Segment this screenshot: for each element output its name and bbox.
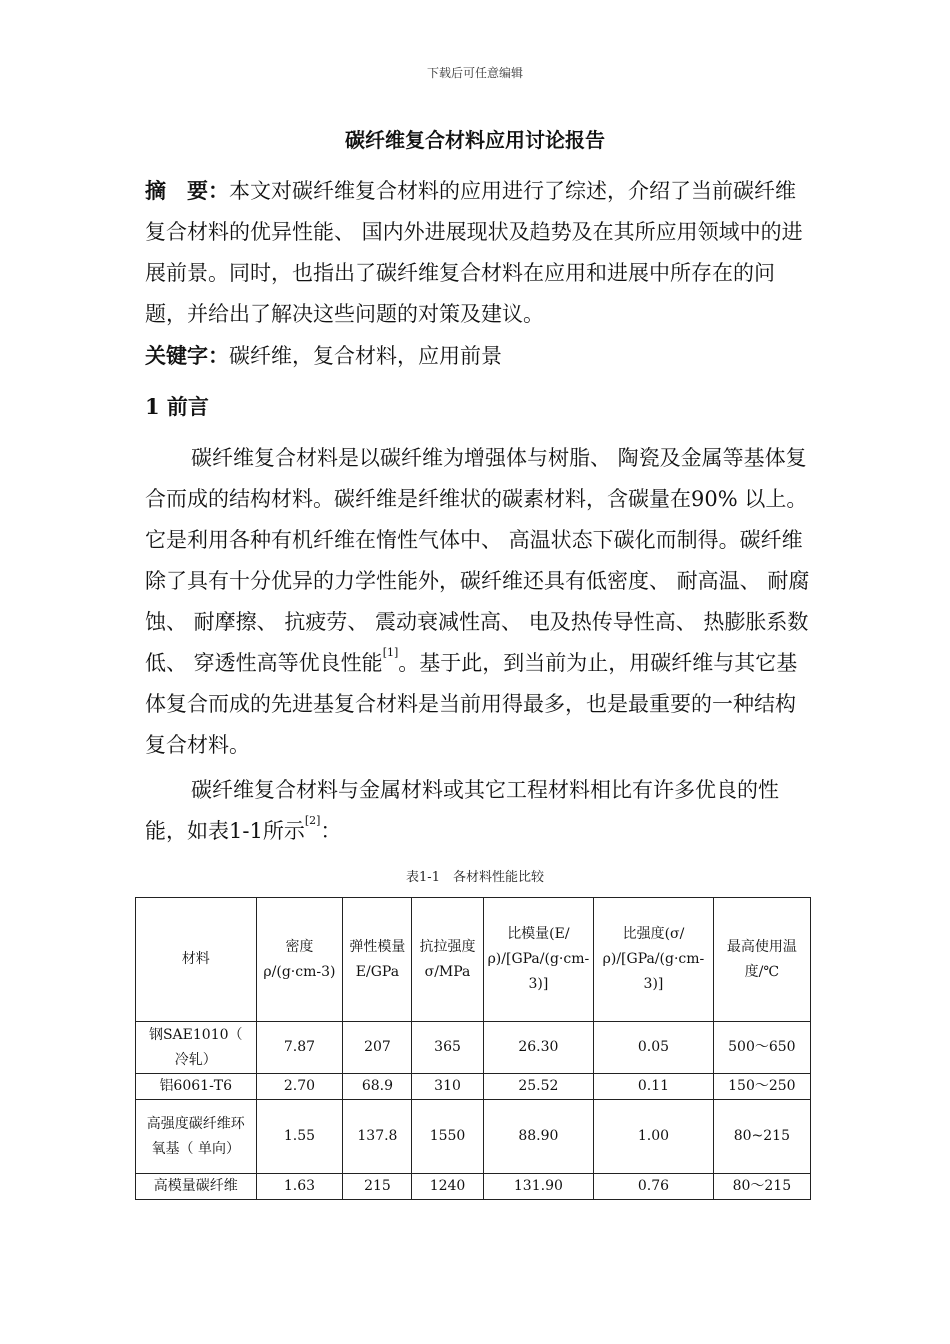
table-row: [136, 1022, 811, 1074]
table-cell: 310: [412, 1074, 483, 1100]
table-row: [136, 1100, 811, 1174]
table-cell: 钢SAE1010（ 冷轧）: [136, 1022, 257, 1074]
table-header-cell: 最高使用温度/℃: [713, 898, 810, 1022]
table-caption: 表1-1 各材料性能比较: [406, 870, 544, 885]
table-cell: 0.76: [594, 1174, 714, 1200]
table-cell: 1.00: [594, 1100, 714, 1174]
report-title: 碳纤维复合材料应用讨论报告: [345, 128, 605, 152]
table-header-cell: 密度ρ/(g·cm-3): [256, 898, 343, 1022]
table-header-row: [136, 898, 811, 1022]
table-cell: 25.52: [483, 1074, 594, 1100]
table-header-cell: 抗拉强度σ/MPa: [412, 898, 483, 1022]
table-cell: 131.90: [483, 1174, 594, 1200]
table-row: [136, 1174, 811, 1200]
table-cell: 高强度碳纤维环氧基（ 单向）: [136, 1100, 257, 1174]
paragraph-intro-text-b: 。基于此，到当前为止，用碳纤维与其它基体复合而成的先进基复合材料是当前用得最多，也是最重要的一种结构复合材料。: [145, 651, 798, 757]
table-cell: 365: [412, 1022, 483, 1074]
abstract-label: 摘 要：: [145, 178, 229, 203]
table-cell: 137.8: [343, 1100, 412, 1174]
table-cell: 1550: [412, 1100, 483, 1174]
table-cell: 1.55: [256, 1100, 343, 1174]
table-cell: 高模量碳纤维: [136, 1174, 257, 1200]
table-cell: 88.90: [483, 1100, 594, 1174]
table-cell: 207: [343, 1022, 412, 1074]
table-cell: 0.05: [594, 1022, 714, 1074]
table-cell: 1.63: [256, 1174, 343, 1200]
abstract: [145, 170, 810, 335]
paragraph-comparison-text-b: ：: [320, 819, 342, 843]
keywords: [145, 335, 810, 377]
page-header-note: 下载后可任意编辑: [426, 66, 523, 80]
table-cell: 0.11: [594, 1074, 714, 1100]
citation-ref-1[interactable]: [1]: [382, 646, 399, 659]
table-cell: 80~215: [713, 1100, 810, 1174]
table-header-cell: 比强度(σ/ρ)/[GPa/(g·cm-3)]: [594, 898, 714, 1022]
keywords-label: 关键字：: [145, 343, 229, 368]
section-heading: 1 前言: [145, 394, 209, 419]
table-cell: 500～650: [713, 1022, 810, 1074]
table-cell: 80～215: [713, 1174, 810, 1200]
table-cell: 68.9: [343, 1074, 412, 1100]
keywords-text: 碳纤维，复合材料，应用前景: [229, 344, 502, 368]
table-header-cell: 比模量(E/ρ)/[GPa/(g·cm-3)]: [483, 898, 594, 1022]
table-cell: 7.87: [256, 1022, 343, 1074]
table-cell: 铝6061-T6: [136, 1074, 257, 1100]
paragraph-intro-text-a: 碳纤维复合材料是以碳纤维为增强体与树脂、 陶瓷及金属等基体复合而成的结构材料。碳纤维是纤维状的碳素材料，含碳量在90% 以上。它是利用各种有机纤维在惰性气体中、 高温状态下碳化而制得。碳纤维除了具有十分优异的力学性能外，碳纤维还具有低密度、 耐高温、 耐腐蚀、 耐摩擦、 抗疲劳、 震动衰减性高、 电及热传导性高、 热膨胀系数低、 穿透性高等优良性能: [145, 446, 810, 675]
table-cell: 215: [343, 1174, 412, 1200]
table-row: [136, 1074, 811, 1100]
table-cell: 26.30: [483, 1022, 594, 1074]
table-header-cell: 材料: [136, 898, 257, 1022]
paragraph-comparison: [145, 770, 810, 852]
abstract-text: 本文对碳纤维复合材料的应用进行了综述，介绍了当前碳纤维复合材料的优异性能、 国内外进展现状及趋势及在其所应用领域中的进展前景。同时，也指出了碳纤维复合材料在应用和进展中所存在的问题，并给出了解决这些问题的对策及建议。: [145, 179, 803, 326]
table-cell: 2.70: [256, 1074, 343, 1100]
paragraph-comparison-text-a: 碳纤维复合材料与金属材料或其它工程材料相比有许多优良的性能，如表1-1所示: [145, 778, 779, 843]
material-properties-table: [135, 897, 811, 1200]
paragraph-intro: [145, 438, 810, 766]
table-cell: 1240: [412, 1174, 483, 1200]
table-cell: 150～250: [713, 1074, 810, 1100]
citation-ref-2[interactable]: [2]: [304, 814, 321, 827]
table-header-cell: 弹性模量E/GPa: [343, 898, 412, 1022]
